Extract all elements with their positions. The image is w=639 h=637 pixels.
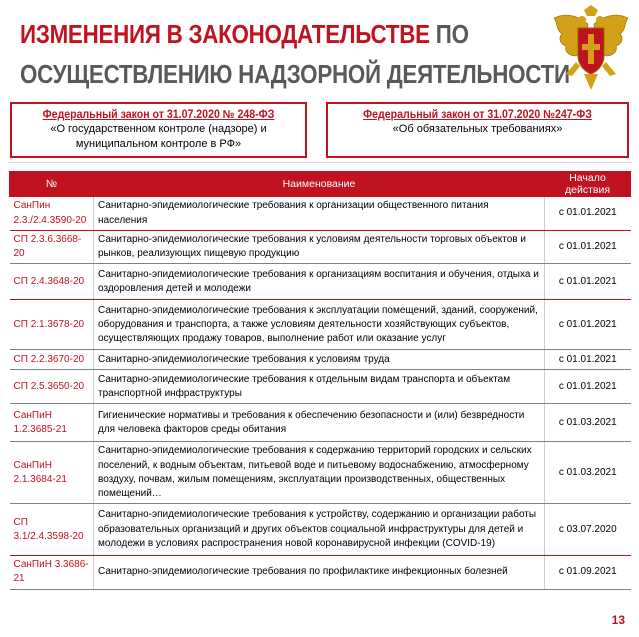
table-row <box>10 350 631 370</box>
rule-name: Санитарно-эпидемиологические требования к условиям труда <box>94 350 545 370</box>
table-row <box>10 442 631 504</box>
title-line-1: ИЗМЕНЕНИЯ В ЗАКОНОДАТЕЛЬСТВЕ ПО <box>20 19 469 49</box>
rule-code: СанПиН 3.3686-21 <box>10 556 94 589</box>
title-line-2: ОСУЩЕСТВЛЕНИЮ НАДЗОРНОЙ ДЕЯТЕЛЬНОСТИ <box>20 59 570 89</box>
law-247-name[interactable]: Федеральный закон от 31.07.2020 №247-ФЗ <box>363 109 592 121</box>
rule-start-date: с 01.01.2021 <box>545 197 631 231</box>
rule-name: Гигиенические нормативы и требования к обеспечению безопасности и (или) безвредности для человека факторов среды обитания <box>94 404 545 442</box>
slide-title <box>20 14 570 94</box>
page-number: 13 <box>611 613 625 627</box>
rule-code: СанПиН 2.1.3684-21 <box>10 442 94 504</box>
law-248-name[interactable]: Федеральный закон от 31.07.2020 № 248-ФЗ <box>42 109 275 121</box>
rule-code: СП 2.4.3648-20 <box>10 264 94 300</box>
rule-start-date: с 01.03.2021 <box>545 404 631 442</box>
header-start-date: Начало действия <box>545 172 631 197</box>
rule-start-date: с 01.01.2021 <box>545 370 631 404</box>
table-header-row <box>10 172 631 197</box>
rule-start-date: с 01.03.2021 <box>545 442 631 504</box>
rule-code: СП 2.1.3678-20 <box>10 300 94 350</box>
law-247-description: «Об обязательных требованиях» <box>392 123 563 135</box>
table-row <box>10 197 631 231</box>
rule-name: Санитарно-эпидемиологические требования к отдельным видам транспорта и объектам транспортной инфраструктуры <box>94 370 545 404</box>
table-row <box>10 404 631 442</box>
rule-start-date: с 03.07.2020 <box>545 504 631 556</box>
table-row <box>10 300 631 350</box>
rule-code: СП 3.1/2.4.3598-20 <box>10 504 94 556</box>
law-248-box <box>10 102 307 158</box>
rule-name: Санитарно-эпидемиологические требования к организации общественного питания населения <box>94 197 545 231</box>
rule-code: СП 2.3.6.3668-20 <box>10 231 94 264</box>
table-row <box>10 264 631 300</box>
table-row <box>10 504 631 556</box>
rule-name: Санитарно-эпидемиологические требования к условиям деятельности торговых объектов и рынков, реализующих пищевую продукцию <box>94 231 545 264</box>
sanitary-rules-table <box>9 171 631 590</box>
rule-start-date: с 01.01.2021 <box>545 350 631 370</box>
rule-start-date: с 01.01.2021 <box>545 300 631 350</box>
rule-start-date: с 01.01.2021 <box>545 231 631 264</box>
table-row <box>10 370 631 404</box>
table-row <box>10 556 631 589</box>
rule-code: СанПиН 1.2.3685-21 <box>10 404 94 442</box>
law-247-box <box>326 102 629 158</box>
divider <box>8 162 632 163</box>
table-row <box>10 231 631 264</box>
rule-code: СП 2.5.3650-20 <box>10 370 94 404</box>
rule-start-date: с 01.01.2021 <box>545 264 631 300</box>
rule-code: СанПин 2.3./2.4.3590-20 <box>10 197 94 231</box>
rospotrebnadzor-emblem-icon <box>548 4 634 96</box>
header-number: № <box>10 172 94 197</box>
rule-name: Санитарно-эпидемиологические требования по профилактике инфекционных болезней <box>94 556 545 589</box>
rule-name: Санитарно-эпидемиологические требования к организациям воспитания и обучения, отдыха и оздоровления детей и молодежи <box>94 264 545 300</box>
rule-name: Санитарно-эпидемиологические требования к устройству, содержанию и организации работы образовательных организаций и других объектов социальной инфраструктуры для детей и молодежи в условиях распространения новой коронавирусной инфекции (COVID-19) <box>94 504 545 556</box>
rule-name: Санитарно-эпидемиологические требования к содержанию территорий городских и сельских поселений, к водным объектам, питьевой воде и питьевому водоснабжению, атмосферному воздуху, почвам, жилым помещениям, эксплуатации производственных, общественных помещений… <box>94 442 545 504</box>
rule-start-date: с 01.09.2021 <box>545 556 631 589</box>
law-248-description: «О государственном контроле (надзоре) и муниципальном контроле в РФ» <box>50 123 267 150</box>
header-name: Наименование <box>94 172 545 197</box>
rule-name: Санитарно-эпидемиологические требования к эксплуатации помещений, зданий, сооружений, оборудования и транспорта, а также условиям деятельности хозяйствующих субъектов, осуществляющих продажу товаров, выполнение работ или оказание услуг <box>94 300 545 350</box>
rule-code: СП 2.2.3670-20 <box>10 350 94 370</box>
